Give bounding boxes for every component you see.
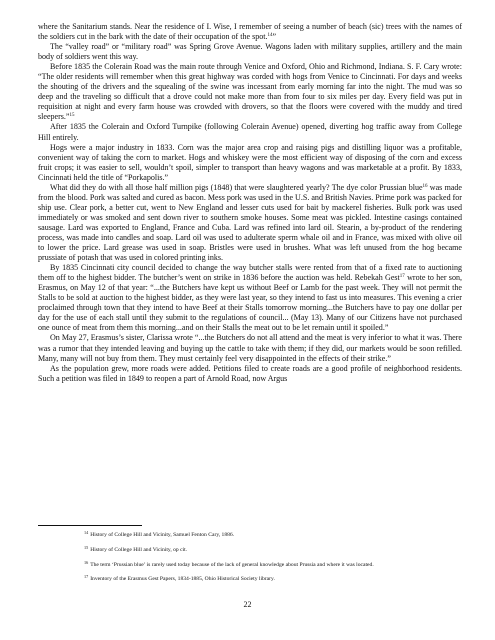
- footnote-ref-15: 15: [69, 113, 75, 119]
- paragraph-p7: By 1835 Cincinnati city council decided to change the way butcher stalls were rented from that of a fixed rate to auctioning them off to the highest bidder. The butcher’s went on strike in 1836 before the auction was held. Rebekah Gest$^{17}$ wrote to her son, Erasmus, on May 12 of that year: “...the Butchers have kept us without Beef or Lamb for the past week. They will not permit the Stalls to be sold at auction to the highest bidder, as they were last year, so they intend to fast us into measures. This evening a crier proclaimed through town that they intend to have Beef at their Stalls tomorrow morning...the Butchers have to pay one dollar per day for the use of each stall until they submit to the regulations of council... (May 13). Many of our Citizens have not purchased one ounce of meat from them this morning...and on their Stalls the meat out to be let remain until it spoiled.”: [38, 263, 462, 333]
- paragraph-p2: The “valley road” or “military road” was Spring Grove Avenue. Wagons laden with military supplies, artillery and the main body of soldiers went this way.: [38, 42, 462, 62]
- footnote-15: $^{15}$ History of College Hill and Vicinity, op cit.: [84, 544, 188, 553]
- paragraph-p6: What did they do with all those half million pigs (1848) that were slaughtered yearly? The dye color Prussian blue$^{16}$ was made from the blood. Pork was salted and cured as bacon. Mess pork was used in the U.S. and British Navies. Prime pork was packed for ship use. Clear pork, a better cut, went to New England and lesser cuts used for bait by mackerel fisheries. Bulk pork was used immediately or was smoked and sent down river to southern smoke houses. Some meat was pickled. Intestine casings contained sausage. Lard was exported to England, France and Cuba. Lard was refined into lard oil. Stearin, a by-product of the rendering process, was made into candles and soap. Lard oil was used to adulterate sperm whale oil and in France, was mixed with olive oil to lower the price. Lard grease was used in soap. Bristles were used in brushes. What was left unused from the hog became prussiate of potash that was used in colored printing inks.: [38, 182, 462, 263]
- footnote-14: $^{14}$ History of College Hill and Vicinity, Samuel Fenton Cary, 1886.: [84, 530, 235, 538]
- footnote-17: $^{17}$ Inventory of the Erasmus Gest Papers, 1834-1885, Ohio Historical Society library.: [84, 574, 275, 583]
- footnote-ref-17: 17: [399, 274, 405, 280]
- page-number: 22: [243, 600, 252, 609]
- footnote-separator: [38, 525, 142, 526]
- footnotes: [38, 532, 458, 591]
- paragraph-p3: Before 1835 the Colerain Road was the main route through Venice and Oxford, Ohio and Richmond, Indiana. S. F. Cary wrote: “The older residents will remember when this great highway was corded with hogs from Venice to Cincinnati. For days and weeks the shouting of the drivers and the squealing of the swine was incessant from early morning far into the night. The mud was so deep and the traveling so difficult that a drove could not make more than from four to six miles per day. Every field was put in requisition at night and every farm house was crowded with drovers, so that the floors were covered with the muddy and tired sleepers.”$^{15}$: [38, 62, 462, 122]
- paragraph-p9: As the population grew, more roads were added. Petitions filed to create roads are a good profile of neighborhood residents. Such a petition was filed in 1849 to reopen a part of Arnold Road, now Argus: [38, 363, 462, 383]
- paragraph-p5: Hogs were a major industry in 1833. Corn was the major area crop and raising pigs and distilling liquor was a profitable, convenient way of taking the corn to market. Hogs and whiskey were the most efficient way of disposing of the corn and excess fruit crops; it was easier to sell, wouldn’t spoil, simpler to transport than heavy wagons and was marketable at a profit. By 1833, Cincinnati held the title of “Porkapolis.”: [38, 142, 462, 182]
- footnote-16: $^{16}$ The term ‘Prussian blue’ is rarely used today because of the lack of general knowledge about Prussia and where it was located.: [84, 559, 374, 568]
- paragraph-p4: After 1835 the Colerain and Oxford Turnpike (following Colerain Avenue) opened, diverting hog traffic away from College Hill entirely.: [38, 122, 462, 142]
- paragraph-p1: where the Sanitarium stands. Near the residence of I. Wise, I remember of seeing a number of beach (sic) trees with the names of the soldiers cut in the bark with the date of their occupation of the spot.$^{14}$”: [38, 22, 462, 42]
- paragraph-p8: On May 27, Erasmus’s sister, Clarissa wrote “...the Butchers do not all attend and the meat is very inferior to what it was. There was a rumor that they intended leaving and buying up the cattle to take with them; if they did, our markets would be soon refilled. Many, many will not buy from them. They must certainly feel very disappointed in the effects of their strike.”: [38, 333, 462, 363]
- body-text: [38, 22, 462, 384]
- footnote-ref-14: 14: [267, 33, 273, 39]
- footnote-ref-16: 16: [422, 183, 428, 189]
